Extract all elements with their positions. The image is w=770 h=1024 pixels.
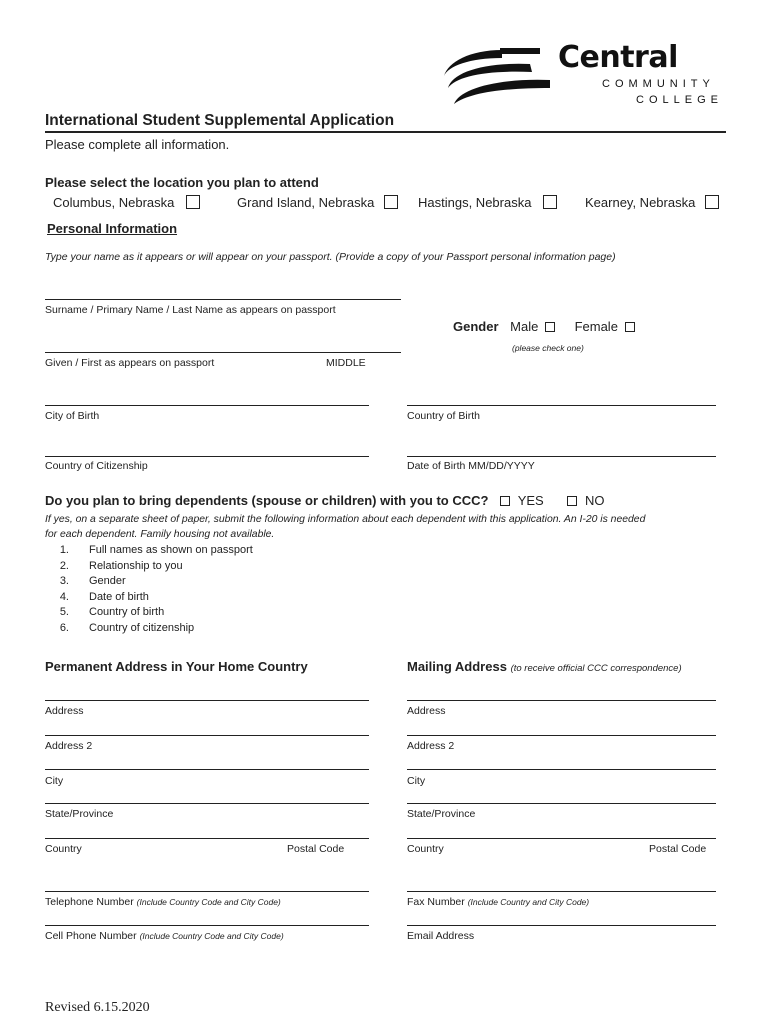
dependents-question-text: Do you plan to bring dependents (spouse or children) with you to CCC? <box>45 493 489 508</box>
gender-female-label: Female <box>574 319 618 334</box>
dependents-list <box>45 543 253 637</box>
location-label: Columbus, Nebraska <box>53 195 175 210</box>
city-of-birth-field[interactable] <box>45 405 369 406</box>
dependents-yes-checkbox[interactable] <box>500 496 510 506</box>
mail-city-field[interactable] <box>407 769 716 770</box>
location-option-grand-island[interactable] <box>237 195 398 210</box>
perm-telephone-label: Telephone Number (Include Country Code and City Code) <box>45 896 281 908</box>
gender-label: Gender <box>453 319 499 334</box>
country-of-birth-field[interactable] <box>407 405 716 406</box>
mail-email-label: Email Address <box>407 930 475 942</box>
perm-address-field[interactable] <box>45 700 369 701</box>
perm-address2-label: Address 2 <box>45 740 93 752</box>
location-heading: Please select the location you plan to attend <box>45 175 319 190</box>
location-option-kearney[interactable] <box>585 195 719 210</box>
list-item: 6. Country of citizenship <box>59 621 195 634</box>
perm-country-field[interactable] <box>45 838 369 839</box>
mail-email-field[interactable] <box>407 925 716 926</box>
mail-country-field[interactable] <box>407 838 716 839</box>
surname-label: Surname / Primary Name / Last Name as appears on passport <box>45 304 336 316</box>
date-of-birth-field[interactable] <box>407 456 716 457</box>
gender-male-checkbox[interactable] <box>545 322 555 332</box>
perm-postal-label: Postal Code <box>287 843 345 855</box>
checkbox[interactable] <box>705 195 719 209</box>
country-of-birth-label: Country of Birth <box>407 410 480 422</box>
location-option-columbus[interactable] <box>53 195 200 210</box>
gender-note: (please check one) <box>512 343 584 353</box>
page-subtitle: Please complete all information. <box>45 137 230 152</box>
perm-state-label: State/Province <box>45 808 114 820</box>
mailing-address-heading <box>407 659 682 674</box>
checkbox[interactable] <box>384 195 398 209</box>
mail-city-label: City <box>407 775 426 787</box>
logo-name: Central <box>558 40 678 75</box>
mail-state-field[interactable] <box>407 803 716 804</box>
gender-male-label: Male <box>510 319 539 334</box>
location-label: Hastings, Nebraska <box>418 195 532 210</box>
location-label: Grand Island, Nebraska <box>237 195 375 210</box>
gender-female-checkbox[interactable] <box>625 322 635 332</box>
dependents-note-line1: If yes, on a separate sheet of paper, submit the following information about each dependent with this application. An I-20 is needed <box>45 514 646 525</box>
personal-heading: Personal Information <box>47 221 178 236</box>
dependents-question <box>45 493 604 508</box>
perm-telephone-field[interactable] <box>45 891 369 892</box>
page-title: International Student Supplemental Application <box>45 112 395 129</box>
location-label: Kearney, Nebraska <box>585 195 696 210</box>
permanent-address-heading: Permanent Address in Your Home Country <box>45 659 308 674</box>
mail-fax-field[interactable] <box>407 891 716 892</box>
dependents-no-checkbox[interactable] <box>567 496 577 506</box>
given-name-label: Given / First as appears on passport <box>45 357 215 369</box>
checkbox[interactable] <box>186 195 200 209</box>
perm-country-label: Country <box>45 843 82 855</box>
title-rule <box>45 131 726 133</box>
list-item: 1. Full names as shown on passport <box>59 544 253 556</box>
mail-address-field[interactable] <box>407 700 716 701</box>
revised-date: Revised 6.15.2020 <box>45 1000 150 1015</box>
logo-line3: COLLEGE <box>636 94 723 106</box>
perm-cell-label: Cell Phone Number (Include Country Code and City Code) <box>45 930 284 942</box>
mailing-heading-text: Mailing Address <box>407 659 507 674</box>
mail-country-label: Country <box>407 843 444 855</box>
mail-address2-field[interactable] <box>407 735 716 736</box>
mail-address-label: Address <box>407 705 446 717</box>
college-logo <box>440 40 730 108</box>
logo-line2: COMMUNITY <box>602 78 715 90</box>
gender-group <box>453 319 635 334</box>
dependents-yes-label: YES <box>517 493 544 508</box>
location-option-hastings[interactable] <box>418 195 557 210</box>
mail-address2-label: Address 2 <box>407 740 455 752</box>
mail-postal-label: Postal Code <box>649 843 707 855</box>
perm-address-label: Address <box>45 705 84 717</box>
list-item: 3. Gender <box>59 575 126 588</box>
country-of-citizenship-field[interactable] <box>45 456 369 457</box>
perm-state-field[interactable] <box>45 803 369 804</box>
mail-fax-label: Fax Number (Include Country and City Code) <box>407 896 590 908</box>
mailing-heading-note: (to receive official CCC correspondence) <box>510 663 682 674</box>
perm-address2-field[interactable] <box>45 735 369 736</box>
list-item: 4. Date of birth <box>59 590 149 603</box>
date-of-birth-label: Date of Birth MM/DD/YYYY <box>407 460 535 472</box>
perm-cell-field[interactable] <box>45 925 369 926</box>
middle-name-label: MIDDLE <box>326 357 366 369</box>
surname-field[interactable] <box>45 299 401 300</box>
list-item: 2. Relationship to you <box>59 559 183 572</box>
perm-city-label: City <box>45 775 64 787</box>
list-item: 5. Country of birth <box>59 606 165 619</box>
given-name-field[interactable] <box>45 352 401 353</box>
perm-city-field[interactable] <box>45 769 369 770</box>
dependents-note-line2: for each dependent. Family housing not available. <box>45 529 275 540</box>
dependents-no-label: NO <box>584 493 605 508</box>
mail-state-label: State/Province <box>407 808 476 820</box>
city-of-birth-label: City of Birth <box>45 410 100 422</box>
checkbox[interactable] <box>543 195 557 209</box>
personal-instructions: Type your name as it appears or will appear on your passport. (Provide a copy of your Passport personal information page) <box>45 251 616 263</box>
country-of-citizenship-label: Country of Citizenship <box>45 460 148 472</box>
logo-swoosh-icon <box>440 44 555 108</box>
